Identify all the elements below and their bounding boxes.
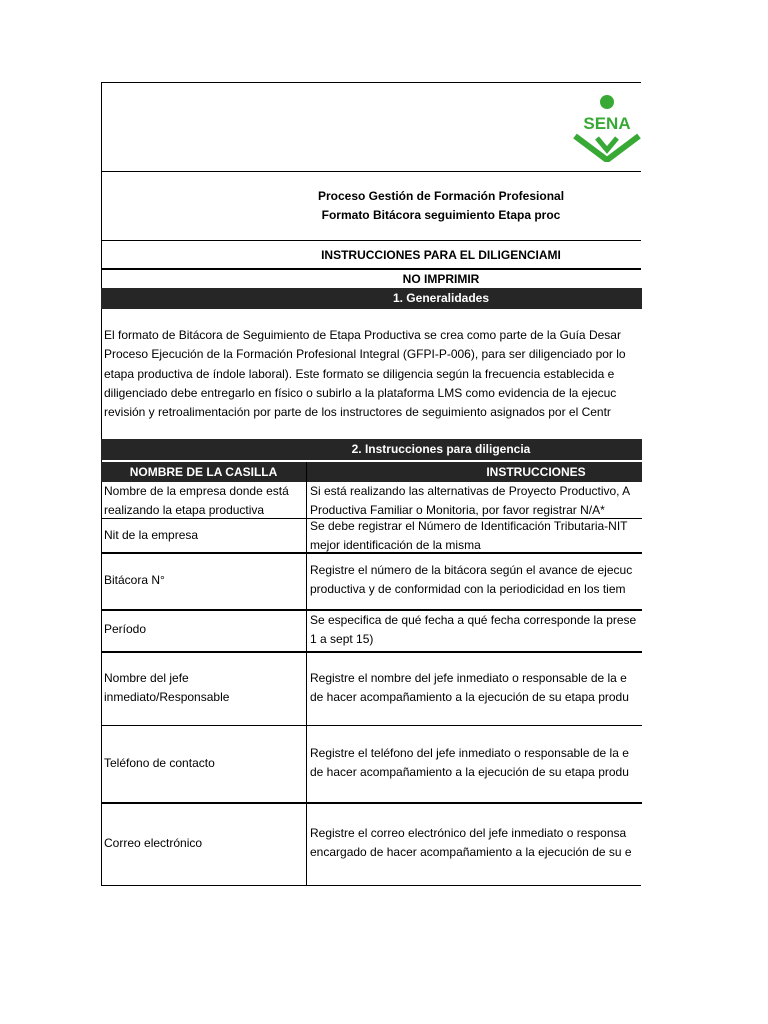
table-row <box>101 611 642 653</box>
divider <box>101 171 641 172</box>
field-instructions: Registre el correo electrónico del jefe inmediato o responsa encargado de hacer acompañamiento a la ejecución de su e <box>310 826 632 859</box>
table-header <box>101 462 642 482</box>
paragraph-line: revisión y retroalimentación por parte de los instructores de seguimiento asignados por el Centr <box>104 405 611 420</box>
format-title: Formato Bitácora seguimiento Etapa proc <box>321 208 561 222</box>
field-name: Nombre de la empresa donde está realizando la etapa productiva <box>104 484 289 517</box>
field-instructions: Se debe registrar el Número de Identificación Tributaria-NIT mejor identificación de la misma <box>310 519 628 552</box>
table-row <box>101 653 642 726</box>
table-row <box>101 726 642 804</box>
table-row <box>101 554 642 611</box>
divider <box>101 240 641 241</box>
paragraph-line: diligenciado debe entregarlo en físico o subirlo a la plataforma LMS como evidencia de la ejecuc <box>104 385 617 400</box>
field-name: Teléfono de contacto <box>104 756 215 770</box>
field-instructions: Registre el nombre del jefe inmediato o responsable de la e de hacer acompañamiento a la ejecución de su etapa produ <box>310 671 629 704</box>
field-name: Nombre del jefe inmediato/Responsable <box>104 671 230 704</box>
field-instructions: Registre el número de la bitácora según el avance de ejecuc productiva y de conformidad con la periodicidad en los tiem <box>310 563 633 596</box>
section2-title: 2. Instrucciones para diligencia <box>351 442 531 456</box>
divider <box>101 268 641 270</box>
no-print-label: NO IMPRIMIR <box>402 272 480 286</box>
instructions-heading: INSTRUCCIONES PARA EL DILIGENCIAMI <box>321 248 561 262</box>
spreadsheet-page <box>101 82 642 887</box>
section1-bar <box>101 288 642 309</box>
table-row <box>101 482 642 519</box>
col-instructions-header: INSTRUCCIONES <box>486 465 586 479</box>
field-name: Nit de la empresa <box>104 528 199 542</box>
paragraph-line: Proceso Ejecución de la Formación Profesional Integral (GFPI-P-006), para ser diligenciado por lo <box>104 347 626 362</box>
logo-text: SENA <box>583 114 631 133</box>
generalidades-paragraph <box>104 326 642 422</box>
field-name: Período <box>104 622 147 636</box>
table-row <box>101 804 642 886</box>
field-name: Correo electrónico <box>104 836 203 850</box>
table-row <box>101 519 642 554</box>
field-name: Bitácora N° <box>104 573 165 587</box>
sena-logo <box>569 94 642 162</box>
col-name-header: NOMBRE DE LA CASILLA <box>129 465 278 479</box>
process-title: Proceso Gestión de Formación Profesional <box>317 189 565 203</box>
field-instructions: Si está realizando las alternativas de Proyecto Productivo, A Productiva Familiar o Monitoria, por favor registrar N/A* <box>310 484 631 517</box>
field-instructions: Se especifica de qué fecha a qué fecha corresponde la prese 1 a sept 15) <box>310 613 637 646</box>
section1-title: 1. Generalidades <box>392 291 490 305</box>
field-instructions: Registre el teléfono del jefe inmediato o responsable de la e de hacer acompañamiento a la ejecución de su etapa produ <box>310 746 629 779</box>
paragraph-line: El formato de Bitácora de Seguimiento de Etapa Productiva se crea como parte de la Guía Desar <box>104 328 621 342</box>
section2-bar <box>101 439 642 460</box>
paragraph-line: etapa productiva de índole laboral). Este formato se diligencia según la frecuencia establecida e <box>104 366 615 381</box>
